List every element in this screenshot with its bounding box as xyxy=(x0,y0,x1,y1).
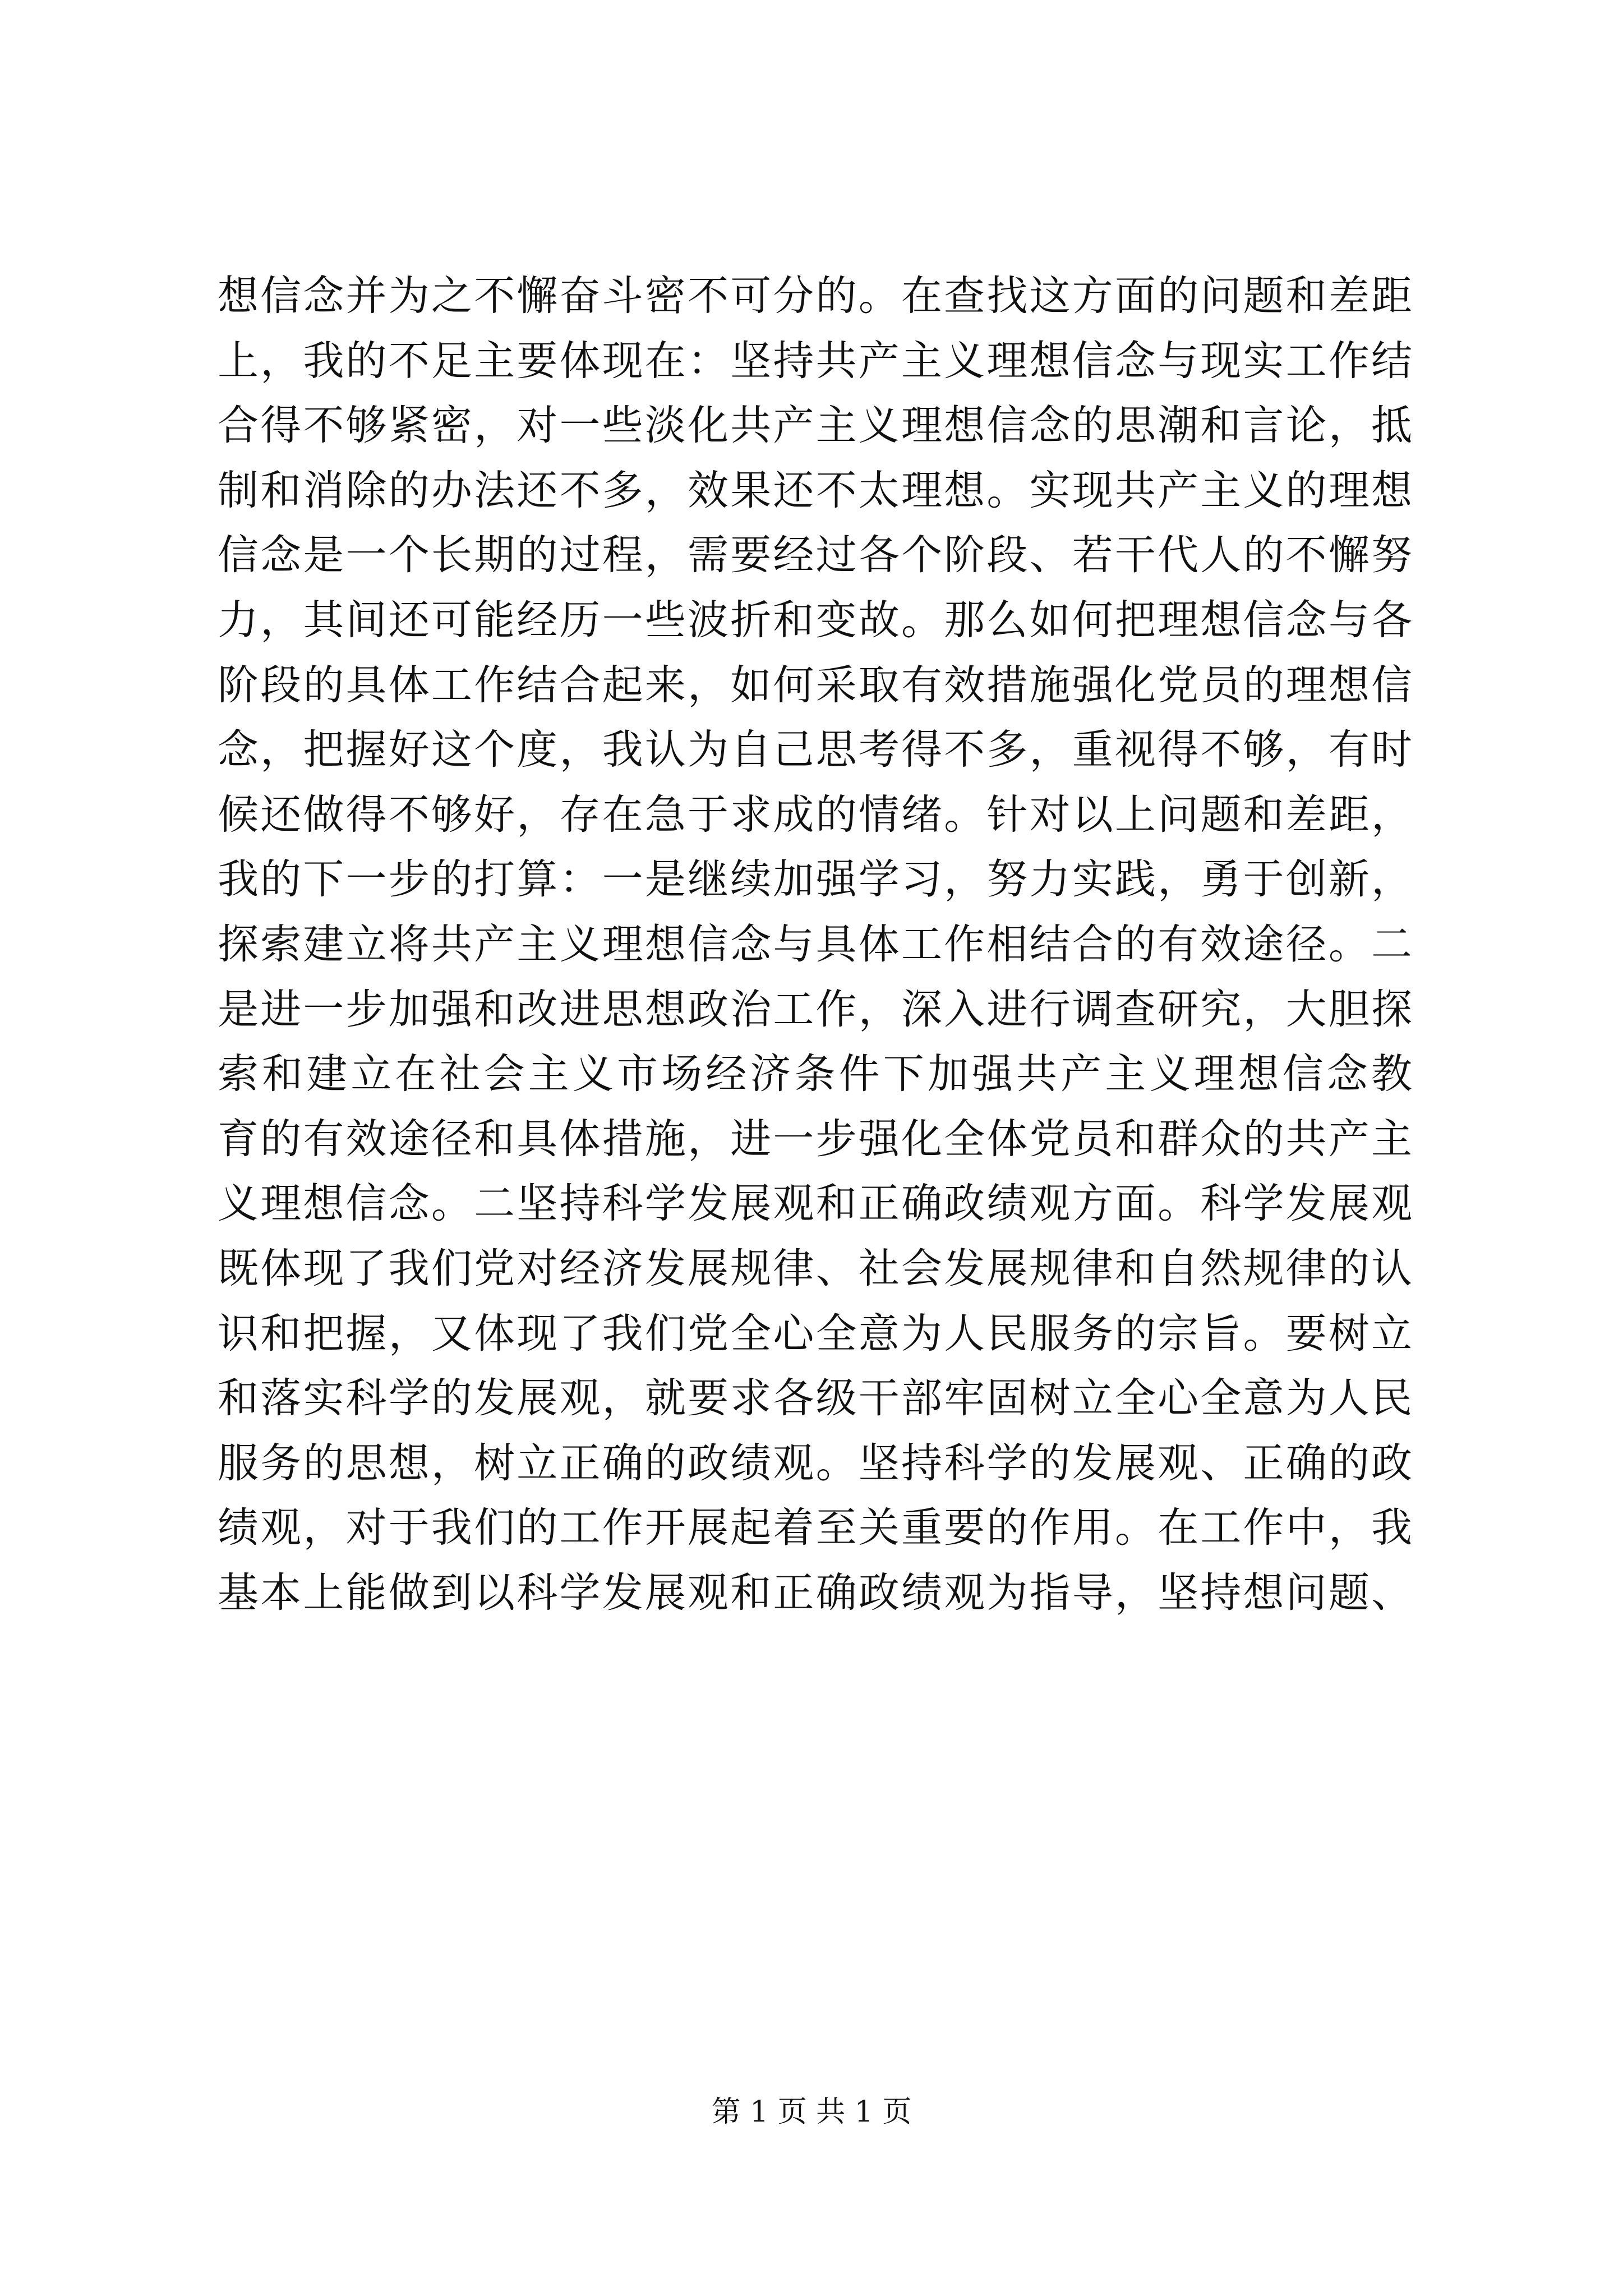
text-line: 上，我的不足主要体现在：坚持共产主义理想信念与现实工作结 xyxy=(218,337,1412,385)
text-line: 信念是一个长期的过程，需要经过各个阶段、若干代人的不懈努 xyxy=(218,531,1412,579)
text-line: 候还做得不够好，存在急于求成的情绪。针对以上问题和差距， xyxy=(218,790,1412,839)
document-body xyxy=(218,264,1412,1625)
text-line: 识和把握，又体现了我们党全心全意为人民服务的宗旨。要树立 xyxy=(218,1309,1412,1358)
text-line: 索和建立在社会主义市场经济条件下加强共产主义理想信念教 xyxy=(218,1050,1412,1098)
text-line: 念，把握好这个度，我认为自己思考得不多，重视得不够，有时 xyxy=(218,726,1412,774)
text-line: 阶段的具体工作结合起来，如何采取有效措施强化党员的理想信 xyxy=(218,661,1412,709)
text-line: 是进一步加强和改进思想政治工作，深入进行调查研究，大胆探 xyxy=(218,985,1412,1033)
text-line: 我的下一步的打算：一是继续加强学习，努力实践，勇于创新， xyxy=(218,855,1412,904)
text-line: 制和消除的办法还不多，效果还不太理想。实现共产主义的理想 xyxy=(218,466,1412,514)
page-footer xyxy=(0,2092,1623,2132)
text-line: 绩观，对于我们的工作开展起着至关重要的作用。在工作中，我 xyxy=(218,1504,1412,1552)
text-line: 和落实科学的发展观，就要求各级干部牢固树立全心全意为人民 xyxy=(218,1374,1412,1423)
text-line: 基本上能做到以科学发展观和正确政绩观为指导，坚持想问题、 xyxy=(218,1568,1412,1617)
page-number-label: 第 1 页 共 1 页 xyxy=(711,2095,912,2129)
text-line: 力，其间还可能经历一些波折和变故。那么如何把理想信念与各 xyxy=(218,596,1412,644)
text-line: 服务的思想，树立正确的政绩观。坚持科学的发展观、正确的政 xyxy=(218,1439,1412,1487)
text-line: 探索建立将共产主义理想信念与具体工作相结合的有效途径。二 xyxy=(218,920,1412,968)
text-line: 既体现了我们党对经济发展规律、社会发展规律和自然规律的认 xyxy=(218,1244,1412,1292)
text-line: 育的有效途径和具体措施，进一步强化全体党员和群众的共产主 xyxy=(218,1115,1412,1163)
text-line: 义理想信念。二坚持科学发展观和正确政绩观方面。科学发展观 xyxy=(218,1180,1412,1228)
text-line: 合得不够紧密，对一些淡化共产主义理想信念的思潮和言论，抵 xyxy=(218,402,1412,450)
text-line: 想信念并为之不懈奋斗密不可分的。在查找这方面的问题和差距 xyxy=(218,272,1412,320)
